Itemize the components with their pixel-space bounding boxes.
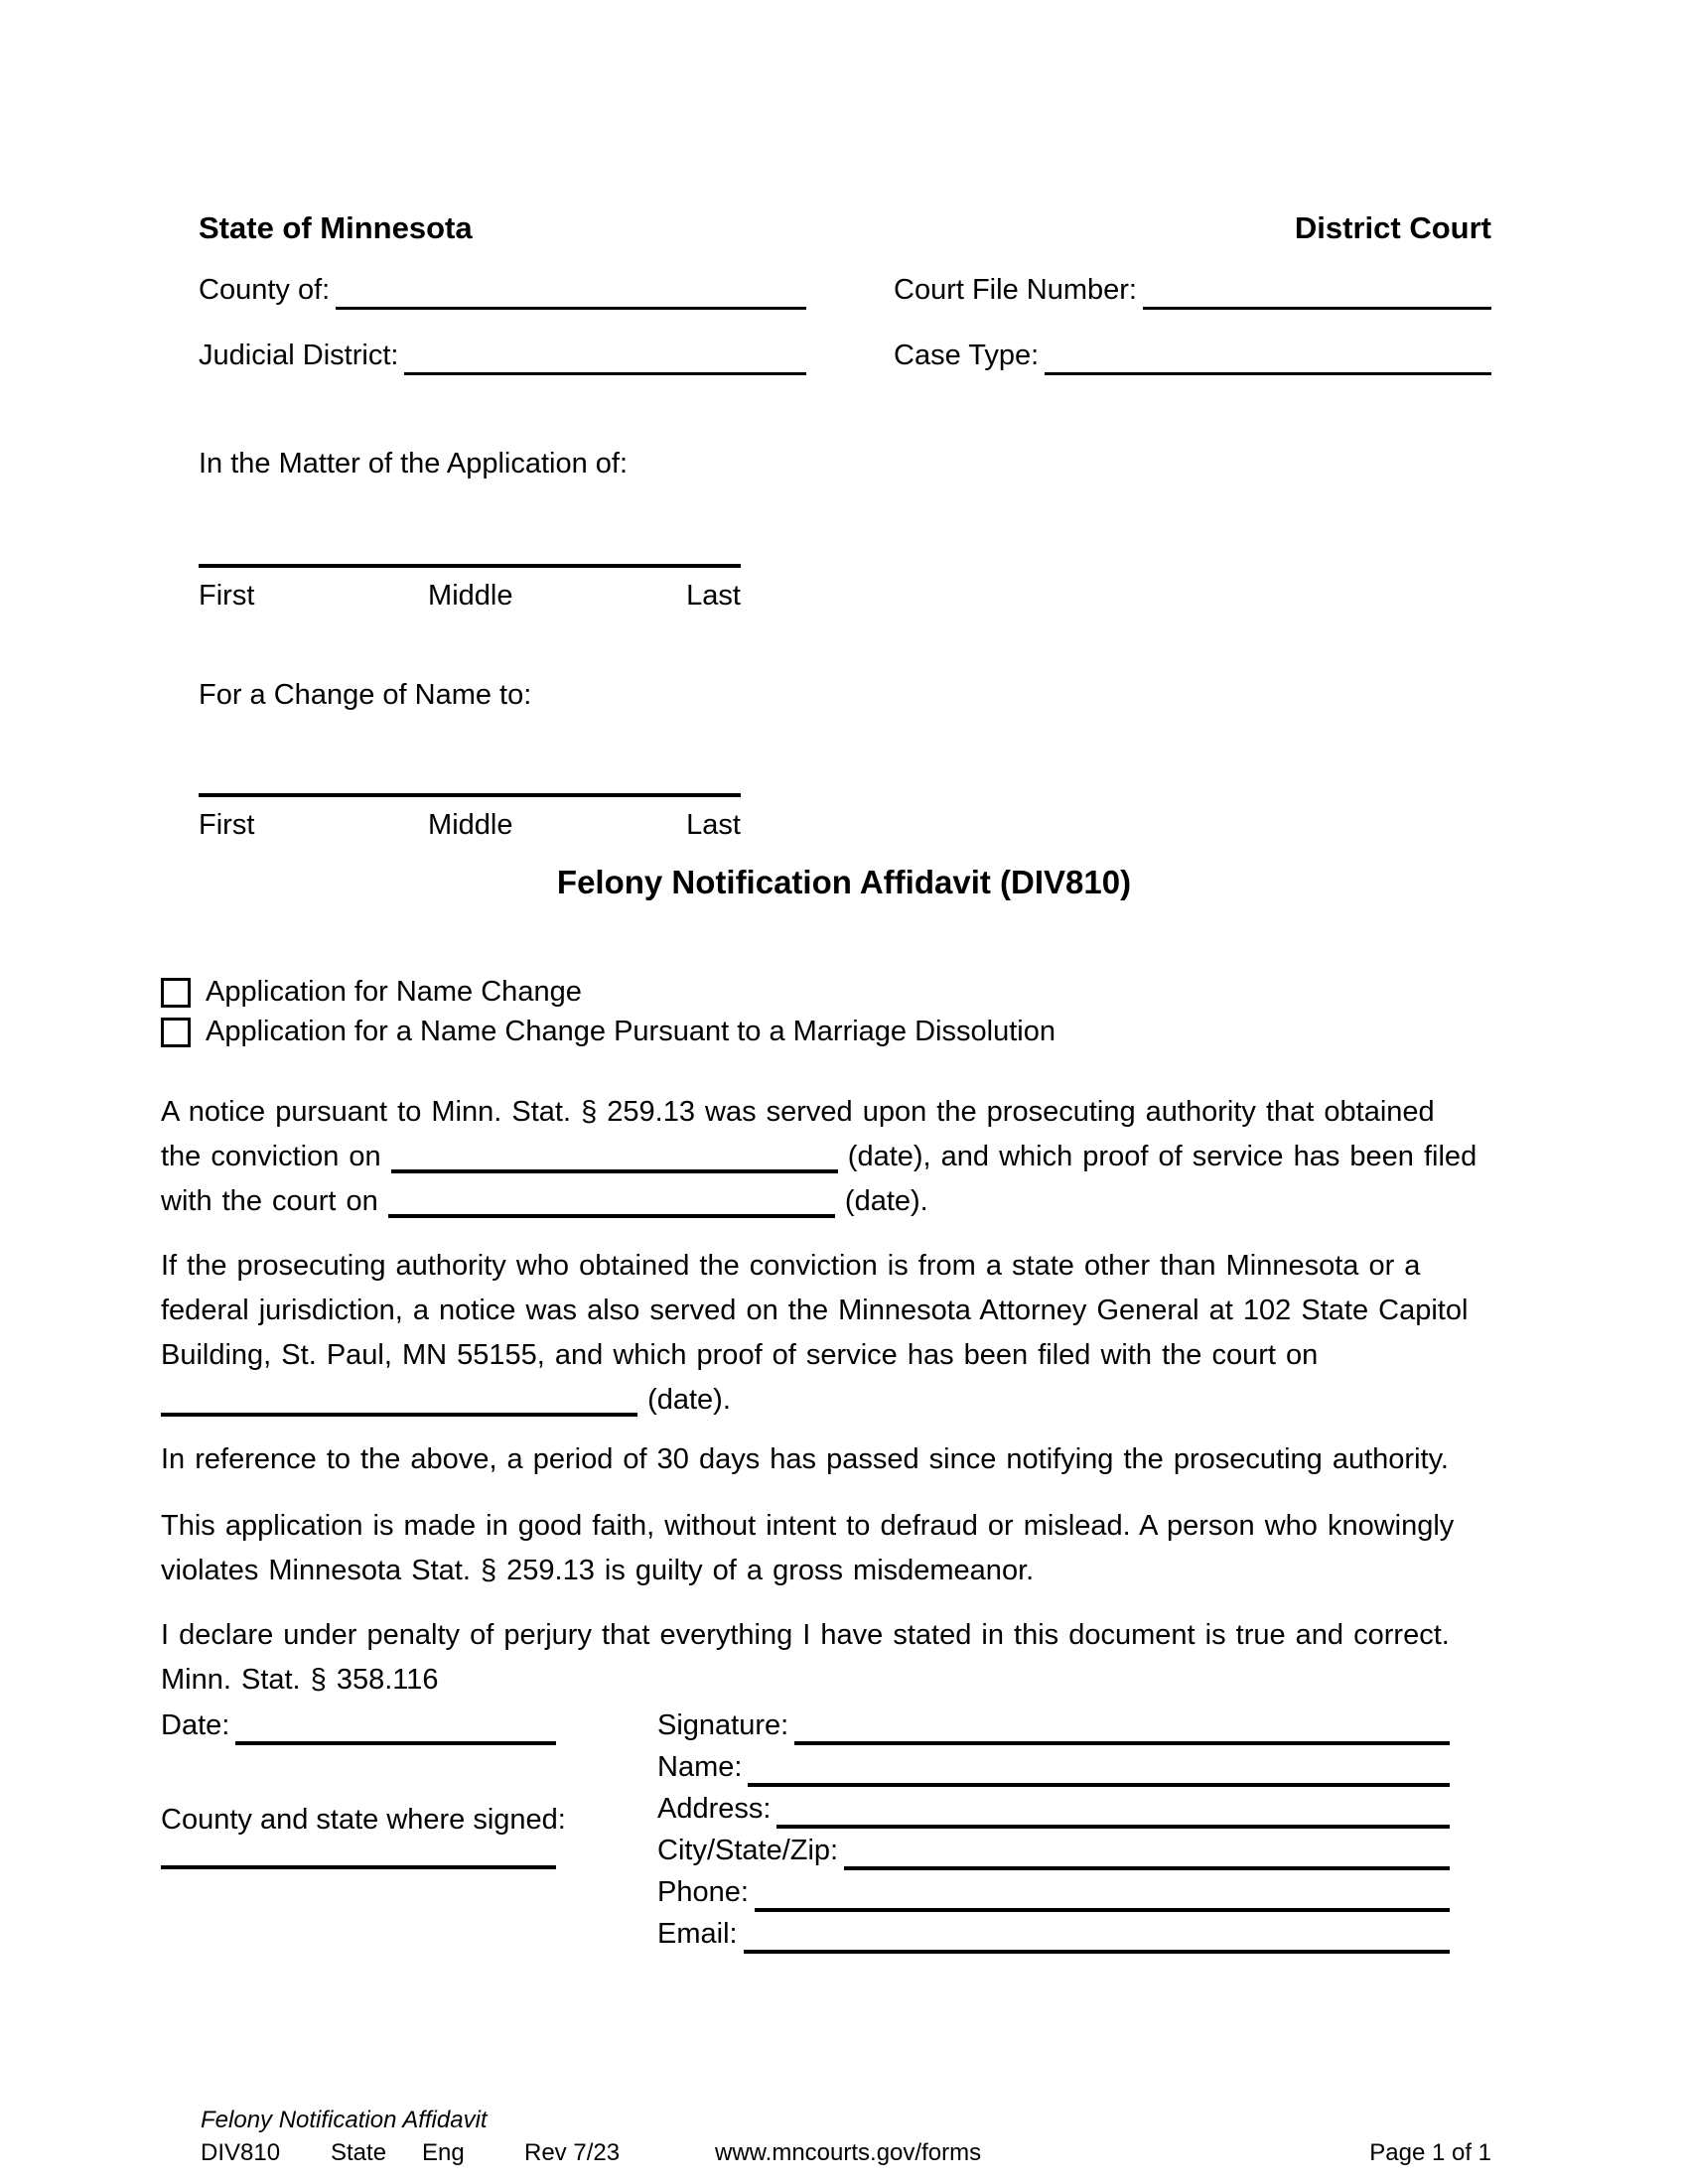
city-state-zip-row xyxy=(657,1837,1450,1870)
last-name-label: Last xyxy=(686,809,741,841)
address-label: Address: xyxy=(657,1793,772,1825)
phone-row xyxy=(657,1878,1450,1912)
footer-revision: Rev 7/23 xyxy=(524,2139,621,2166)
name-field[interactable] xyxy=(748,1753,1450,1787)
caption-header-row xyxy=(199,208,1491,248)
text-segment: (date). xyxy=(844,1185,928,1217)
paragraph-line: Minn. Stat. § 358.116 xyxy=(161,1664,439,1696)
checkbox-application-marriage-dissolution[interactable] xyxy=(161,1018,191,1047)
court-file-number-label: Court File Number: xyxy=(894,274,1137,306)
address-row xyxy=(657,1795,1450,1829)
paragraph-good-faith xyxy=(161,1504,1531,1593)
paragraph-line: A notice pursuant to Minn. Stat. § 259.13 was served upon the prosecuting authority that obtained xyxy=(161,1096,1435,1128)
case-type-label: Case Type: xyxy=(894,340,1040,371)
middle-name-label: Middle xyxy=(428,580,513,612)
name-row xyxy=(657,1753,1450,1787)
paragraph-line: violates Minnesota Stat. § 259.13 is guilty of a gross misdemeanor. xyxy=(161,1555,1035,1586)
footer-meta-row xyxy=(201,2139,1491,2169)
caption-row-county xyxy=(199,270,1491,310)
paragraph-line xyxy=(161,1135,1531,1179)
email-field[interactable] xyxy=(744,1920,1450,1954)
paragraph-line: federal jurisdiction, a notice was also served on the Minnesota Attorney General at 102 State Capitol xyxy=(161,1295,1469,1326)
paragraph-notice-served xyxy=(161,1090,1531,1224)
city-state-zip-label: City/State/Zip: xyxy=(657,1835,839,1866)
first-name-label: First xyxy=(199,580,255,612)
ag-service-date-field[interactable] xyxy=(161,1393,637,1417)
new-name-labels xyxy=(199,809,741,842)
form-title: Felony Notification Affidavit (DIV810) xyxy=(556,864,1132,900)
change-of-name-line: For a Change of Name to: xyxy=(199,679,532,711)
last-name-label: Last xyxy=(686,580,741,612)
filed-with-court-date-field[interactable] xyxy=(388,1194,835,1218)
text-segment: (date), and which proof of service has been filed xyxy=(847,1141,1477,1172)
court-file-number-field[interactable] xyxy=(1143,273,1491,310)
middle-name-label: Middle xyxy=(428,809,513,841)
footer-page-number: Page 1 of 1 xyxy=(1369,2139,1491,2166)
checkbox-row-marriage-dissolution xyxy=(161,1016,1055,1048)
current-name-field[interactable] xyxy=(199,564,741,568)
paragraph-line: I declare under penalty of perjury that everything I have stated in this document is true and correct. xyxy=(161,1619,1450,1651)
name-label: Name: xyxy=(657,1751,743,1783)
matter-of-line: In the Matter of the Application of: xyxy=(199,448,629,479)
phone-label: Phone: xyxy=(657,1876,749,1908)
footer-website-link[interactable]: www.mncourts.gov/forms xyxy=(715,2139,982,2166)
county-signed-field[interactable] xyxy=(161,1865,556,1869)
text-segment: with the court on xyxy=(161,1185,378,1217)
checkbox-label: Application for a Name Change Pursuant to a Marriage Dissolution xyxy=(206,1016,1055,1047)
county-signed-label: County and state where signed: xyxy=(161,1804,566,1836)
paragraph-thirty-days xyxy=(161,1437,1531,1482)
county-of-label: County of: xyxy=(199,274,331,306)
paragraph-line: Building, St. Paul, MN 55155, and which proof of service has been filed with the court on xyxy=(161,1339,1319,1371)
checkbox-application-name-change[interactable] xyxy=(161,978,191,1008)
address-field[interactable] xyxy=(776,1795,1450,1829)
district-court-heading: District Court xyxy=(1294,210,1491,245)
paragraph-line xyxy=(161,1378,1531,1423)
text-segment: the conviction on xyxy=(161,1141,381,1172)
date-field[interactable] xyxy=(235,1711,556,1745)
current-name-labels xyxy=(199,580,741,613)
signature-field[interactable] xyxy=(794,1711,1450,1745)
signature-row xyxy=(657,1711,1450,1745)
signature-label: Signature: xyxy=(657,1709,789,1741)
judicial-district-label: Judicial District: xyxy=(199,340,399,371)
first-name-label: First xyxy=(199,809,255,841)
caption-row-judicial xyxy=(199,336,1491,375)
text-segment: (date). xyxy=(647,1384,731,1416)
new-name-field[interactable] xyxy=(199,793,741,797)
footer-state: State xyxy=(331,2139,387,2166)
judicial-district-field[interactable] xyxy=(404,339,806,375)
date-row xyxy=(161,1711,556,1745)
paragraph-attorney-general xyxy=(161,1244,1531,1423)
checkbox-row-name-change xyxy=(161,976,582,1009)
footer-form-code: DIV810 xyxy=(201,2139,281,2166)
footer-form-name: Felony Notification Affidavit xyxy=(201,2107,488,2133)
email-row xyxy=(657,1920,1450,1954)
state-heading: State of Minnesota xyxy=(199,210,473,245)
paragraph-perjury-declaration xyxy=(161,1613,1531,1703)
signature-fields xyxy=(657,1711,1450,1962)
paragraph-line: In reference to the above, a period of 30 days has passed since notifying the prosecuting authority. xyxy=(161,1443,1449,1475)
conviction-date-field[interactable] xyxy=(391,1150,838,1173)
email-label: Email: xyxy=(657,1918,738,1950)
case-type-field[interactable] xyxy=(1045,339,1491,375)
checkbox-label: Application for Name Change xyxy=(206,976,582,1008)
paragraph-line: If the prosecuting authority who obtained the conviction is from a state other than Minnesota or a xyxy=(161,1250,1421,1282)
footer-language: Eng xyxy=(422,2139,465,2166)
paragraph-line xyxy=(161,1179,1531,1224)
paragraph-line: This application is made in good faith, without intent to defraud or mislead. A person who knowingly xyxy=(161,1510,1455,1542)
county-of-field[interactable] xyxy=(336,273,806,310)
city-state-zip-field[interactable] xyxy=(844,1837,1450,1870)
phone-field[interactable] xyxy=(755,1878,1450,1912)
date-label: Date: xyxy=(161,1709,230,1741)
